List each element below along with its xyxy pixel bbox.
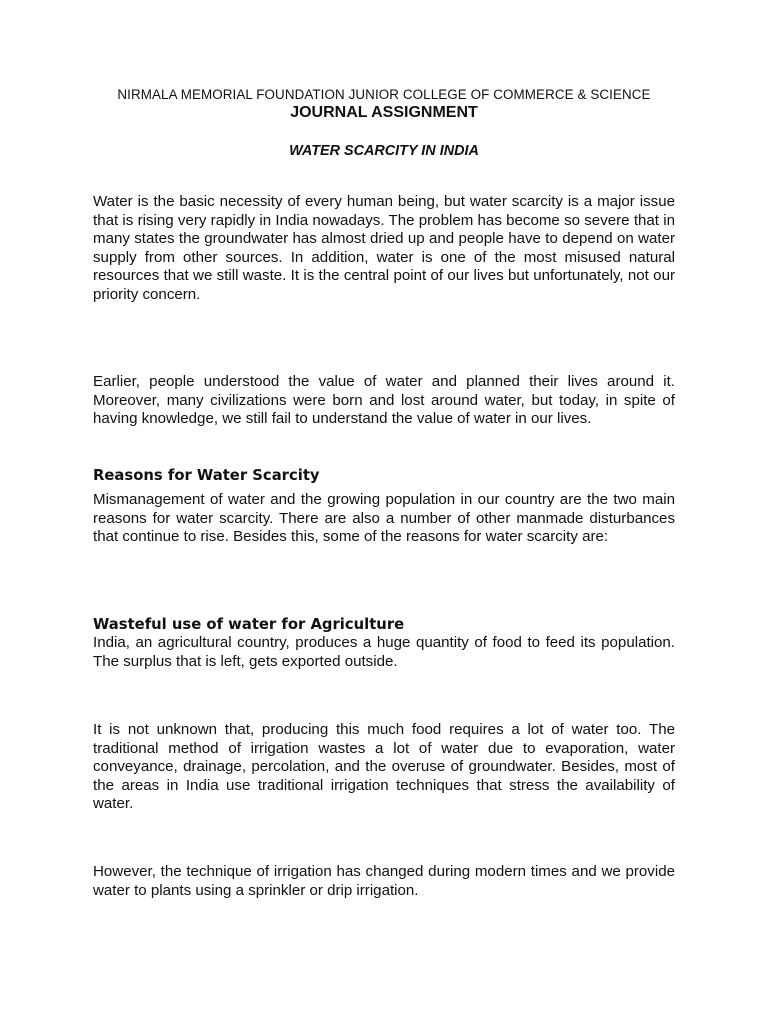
- history-paragraph: Earlier, people understood the value of water and planned their lives around it. Moreover, many civilizations were born and lost around water, but today, in spite of having knowledge, we still fail to understand the value of water in our lives.: [93, 373, 675, 428]
- intro-paragraph: Water is the basic necessity of every human being, but water scarcity is a major issue that is rising very rapidly in India nowadays. The problem has become so severe that in many states the groundwater has almost dried up and people have to depend on water supply from other sources. In addition, water is one of the most misused natural resources that we still waste. It is the central point of our lives but unfortunately, not our priority concern.: [93, 193, 675, 303]
- document-title: WATER SCARCITY IN INDIA: [289, 143, 479, 159]
- assignment-heading: JOURNAL ASSIGNMENT: [290, 104, 478, 121]
- reasons-paragraph: Mismanagement of water and the growing population in our country are the two main reasons for water scarcity. There are also a number of other manmade disturbances that continue to rise. Besides this, some of the reasons for water scarcity are:: [93, 491, 675, 546]
- modern-irrigation-paragraph: However, the technique of irrigation has changed during modern times and we provide water to plants using a sprinkler or drip irrigation.: [93, 863, 675, 899]
- section-heading-reasons: Reasons for Water Scarcity: [93, 467, 320, 484]
- section-heading-agriculture: Wasteful use of water for Agriculture: [93, 616, 405, 633]
- irrigation-paragraph: It is not unknown that, producing this much food requires a lot of water too. The traditional method of irrigation wastes a lot of water due to evaporation, water conveyance, drainage, percolation, and the overuse of groundwater. Besides, most of the areas in India use traditional irrigation techniques that stress the availability of water.: [93, 721, 675, 813]
- college-name: NIRMALA MEMORIAL FOUNDATION JUNIOR COLLEGE OF COMMERCE & SCIENCE: [117, 87, 651, 102]
- agriculture-paragraph: India, an agricultural country, produces a huge quantity of food to feed its population. The surplus that is left, gets exported outside.: [93, 634, 675, 670]
